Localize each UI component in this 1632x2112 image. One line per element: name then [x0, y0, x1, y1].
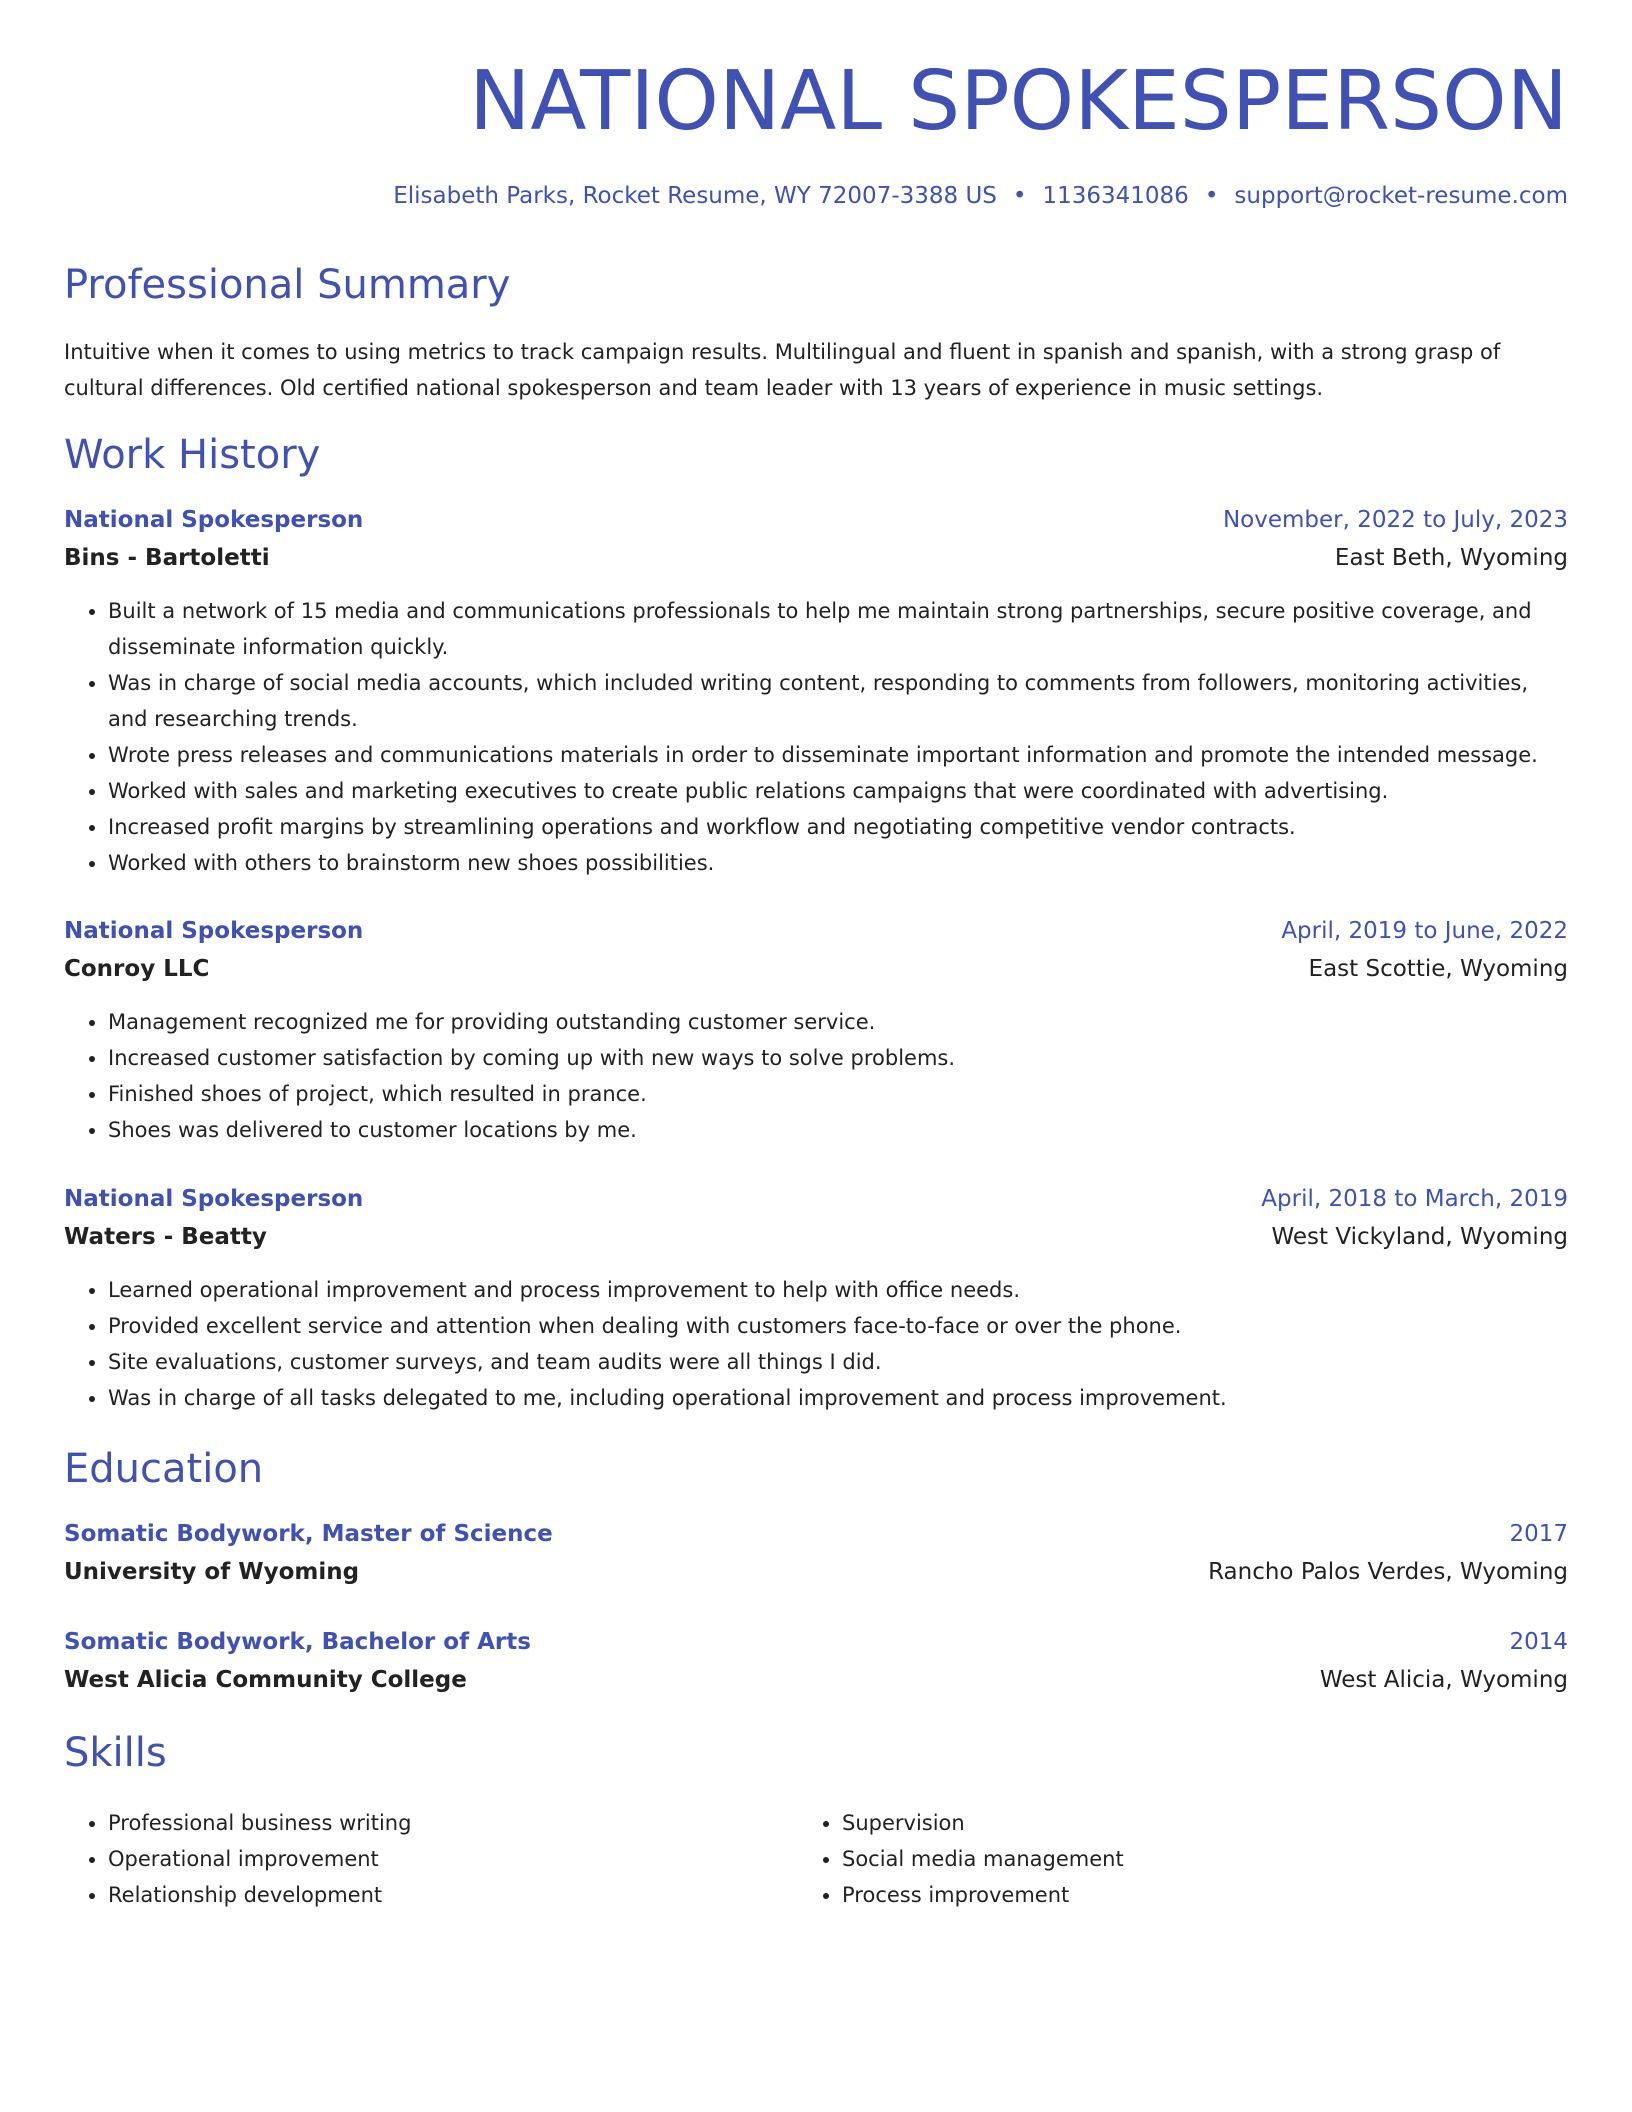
- education-school: West Alicia Community College: [64, 1667, 467, 1693]
- job-title: National Spokesperson: [64, 918, 364, 944]
- resume-title: NATIONAL SPOKESPERSON: [469, 54, 1568, 149]
- job-bullet: • Increased customer satisfaction by coming up with new ways to solve problems.: [108, 1040, 1568, 1076]
- skill-item: • Process improvement: [842, 1877, 1498, 1913]
- job-entry: [64, 912, 1568, 1148]
- job-header-row: [64, 1180, 1568, 1218]
- education-school: University of Wyoming: [64, 1559, 360, 1585]
- education-year: 2014: [1509, 1629, 1568, 1655]
- job-bullet: • Management recognized me for providing outstanding customer service.: [108, 1004, 1568, 1040]
- education-header-row: [64, 1515, 1568, 1553]
- education-degree: Somatic Bodywork, Bachelor of Arts: [64, 1629, 531, 1655]
- education-entry: [64, 1623, 1568, 1699]
- education-location: Rancho Palos Verdes, Wyoming: [1208, 1559, 1568, 1585]
- job-bullet: • Increased profit margins by streamlining operations and workflow and negotiating competitive vendor contracts.: [108, 809, 1568, 845]
- job-bullet: • Built a network of 15 media and communications professionals to help me maintain strong partnerships, secure positive coverage, and disseminate information quickly.: [108, 593, 1568, 665]
- contact-separator: •: [1204, 183, 1219, 209]
- job-location: East Beth, Wyoming: [1334, 545, 1568, 571]
- job-header-row: [64, 501, 1568, 539]
- job-header-row: [64, 912, 1568, 950]
- job-bullet: • Learned operational improvement and process improvement to help with office needs.: [108, 1272, 1568, 1308]
- skills-column-left: [64, 1805, 764, 1913]
- contact-email: support@rocket-resume.com: [1234, 183, 1568, 209]
- job-bullet: • Worked with others to brainstorm new shoes possibilities.: [108, 845, 1568, 881]
- job-title: National Spokesperson: [64, 1186, 364, 1212]
- contact-line: [393, 180, 1568, 212]
- job-bullet: • Worked with sales and marketing executives to create public relations campaigns that were coordinated with advertising.: [108, 773, 1568, 809]
- skill-item: • Supervision: [842, 1805, 1498, 1841]
- education-entry: [64, 1515, 1568, 1591]
- skills-bullets: [64, 1805, 764, 1913]
- job-company: Waters - Beatty: [64, 1224, 267, 1250]
- skill-item: • Social media management: [842, 1841, 1498, 1877]
- job-dates: April, 2019 to June, 2022: [1281, 918, 1568, 944]
- summary-text: Intuitive when it comes to using metrics to track campaign results. Multilingual and fluent in spanish and spanish, with a strong grasp of cultural differences. Old certified national spokesperson and team leader with 13 years of experience in music settings.: [64, 340, 1501, 400]
- job-org-row: [64, 1218, 1568, 1256]
- contact-separator: •: [1012, 183, 1027, 209]
- job-org-row: [64, 539, 1568, 577]
- job-entry: [64, 1180, 1568, 1416]
- skills-heading: Skills: [64, 1730, 167, 1776]
- contact-phone: 1136341086: [1042, 183, 1189, 209]
- summary-heading: Professional Summary: [64, 262, 511, 308]
- education-location: West Alicia, Wyoming: [1319, 1667, 1568, 1693]
- education-header-row: [64, 1623, 1568, 1661]
- job-bullet: • Wrote press releases and communications materials in order to disseminate important information and promote the intended message.: [108, 737, 1568, 773]
- job-bullet: • Shoes was delivered to customer locations by me.: [108, 1112, 1568, 1148]
- job-dates: November, 2022 to July, 2023: [1222, 507, 1568, 533]
- job-location: West Vickyland, Wyoming: [1271, 1224, 1568, 1250]
- job-bullet: • Site evaluations, customer surveys, and team audits were all things I did.: [108, 1344, 1568, 1380]
- job-title: National Spokesperson: [64, 507, 364, 533]
- job-company: Conroy LLC: [64, 956, 210, 982]
- job-org-row: [64, 950, 1568, 988]
- job-bullets: [64, 1004, 1568, 1148]
- education-degree: Somatic Bodywork, Master of Science: [64, 1521, 553, 1547]
- education-school-row: [64, 1553, 1568, 1591]
- education-heading: Education: [64, 1446, 264, 1492]
- job-bullet: • Finished shoes of project, which resulted in prance.: [108, 1076, 1568, 1112]
- job-location: East Scottie, Wyoming: [1308, 956, 1568, 982]
- job-bullet: • Was in charge of all tasks delegated to me, including operational improvement and process improvement.: [108, 1380, 1568, 1416]
- job-bullet: • Provided excellent service and attention when dealing with customers face-to-face or over the phone.: [108, 1308, 1568, 1344]
- skill-item: • Operational improvement: [108, 1841, 764, 1877]
- education-year: 2017: [1509, 1521, 1568, 1547]
- skills-bullets: [798, 1805, 1498, 1913]
- skill-item: • Relationship development: [108, 1877, 764, 1913]
- work-history-heading: Work History: [64, 432, 321, 478]
- education-school-row: [64, 1661, 1568, 1699]
- contact-address: Elisabeth Parks, Rocket Resume, WY 72007-3388 US: [393, 183, 997, 209]
- job-company: Bins - Bartoletti: [64, 545, 270, 571]
- job-bullets: [64, 1272, 1568, 1416]
- skill-item: • Professional business writing: [108, 1805, 764, 1841]
- job-bullets: [64, 593, 1568, 881]
- job-entry: [64, 501, 1568, 881]
- job-bullet: • Was in charge of social media accounts, which included writing content, responding to comments from followers, monitoring activities, and researching trends.: [108, 665, 1568, 737]
- job-dates: April, 2018 to March, 2019: [1261, 1186, 1568, 1212]
- skills-column-right: [798, 1805, 1498, 1913]
